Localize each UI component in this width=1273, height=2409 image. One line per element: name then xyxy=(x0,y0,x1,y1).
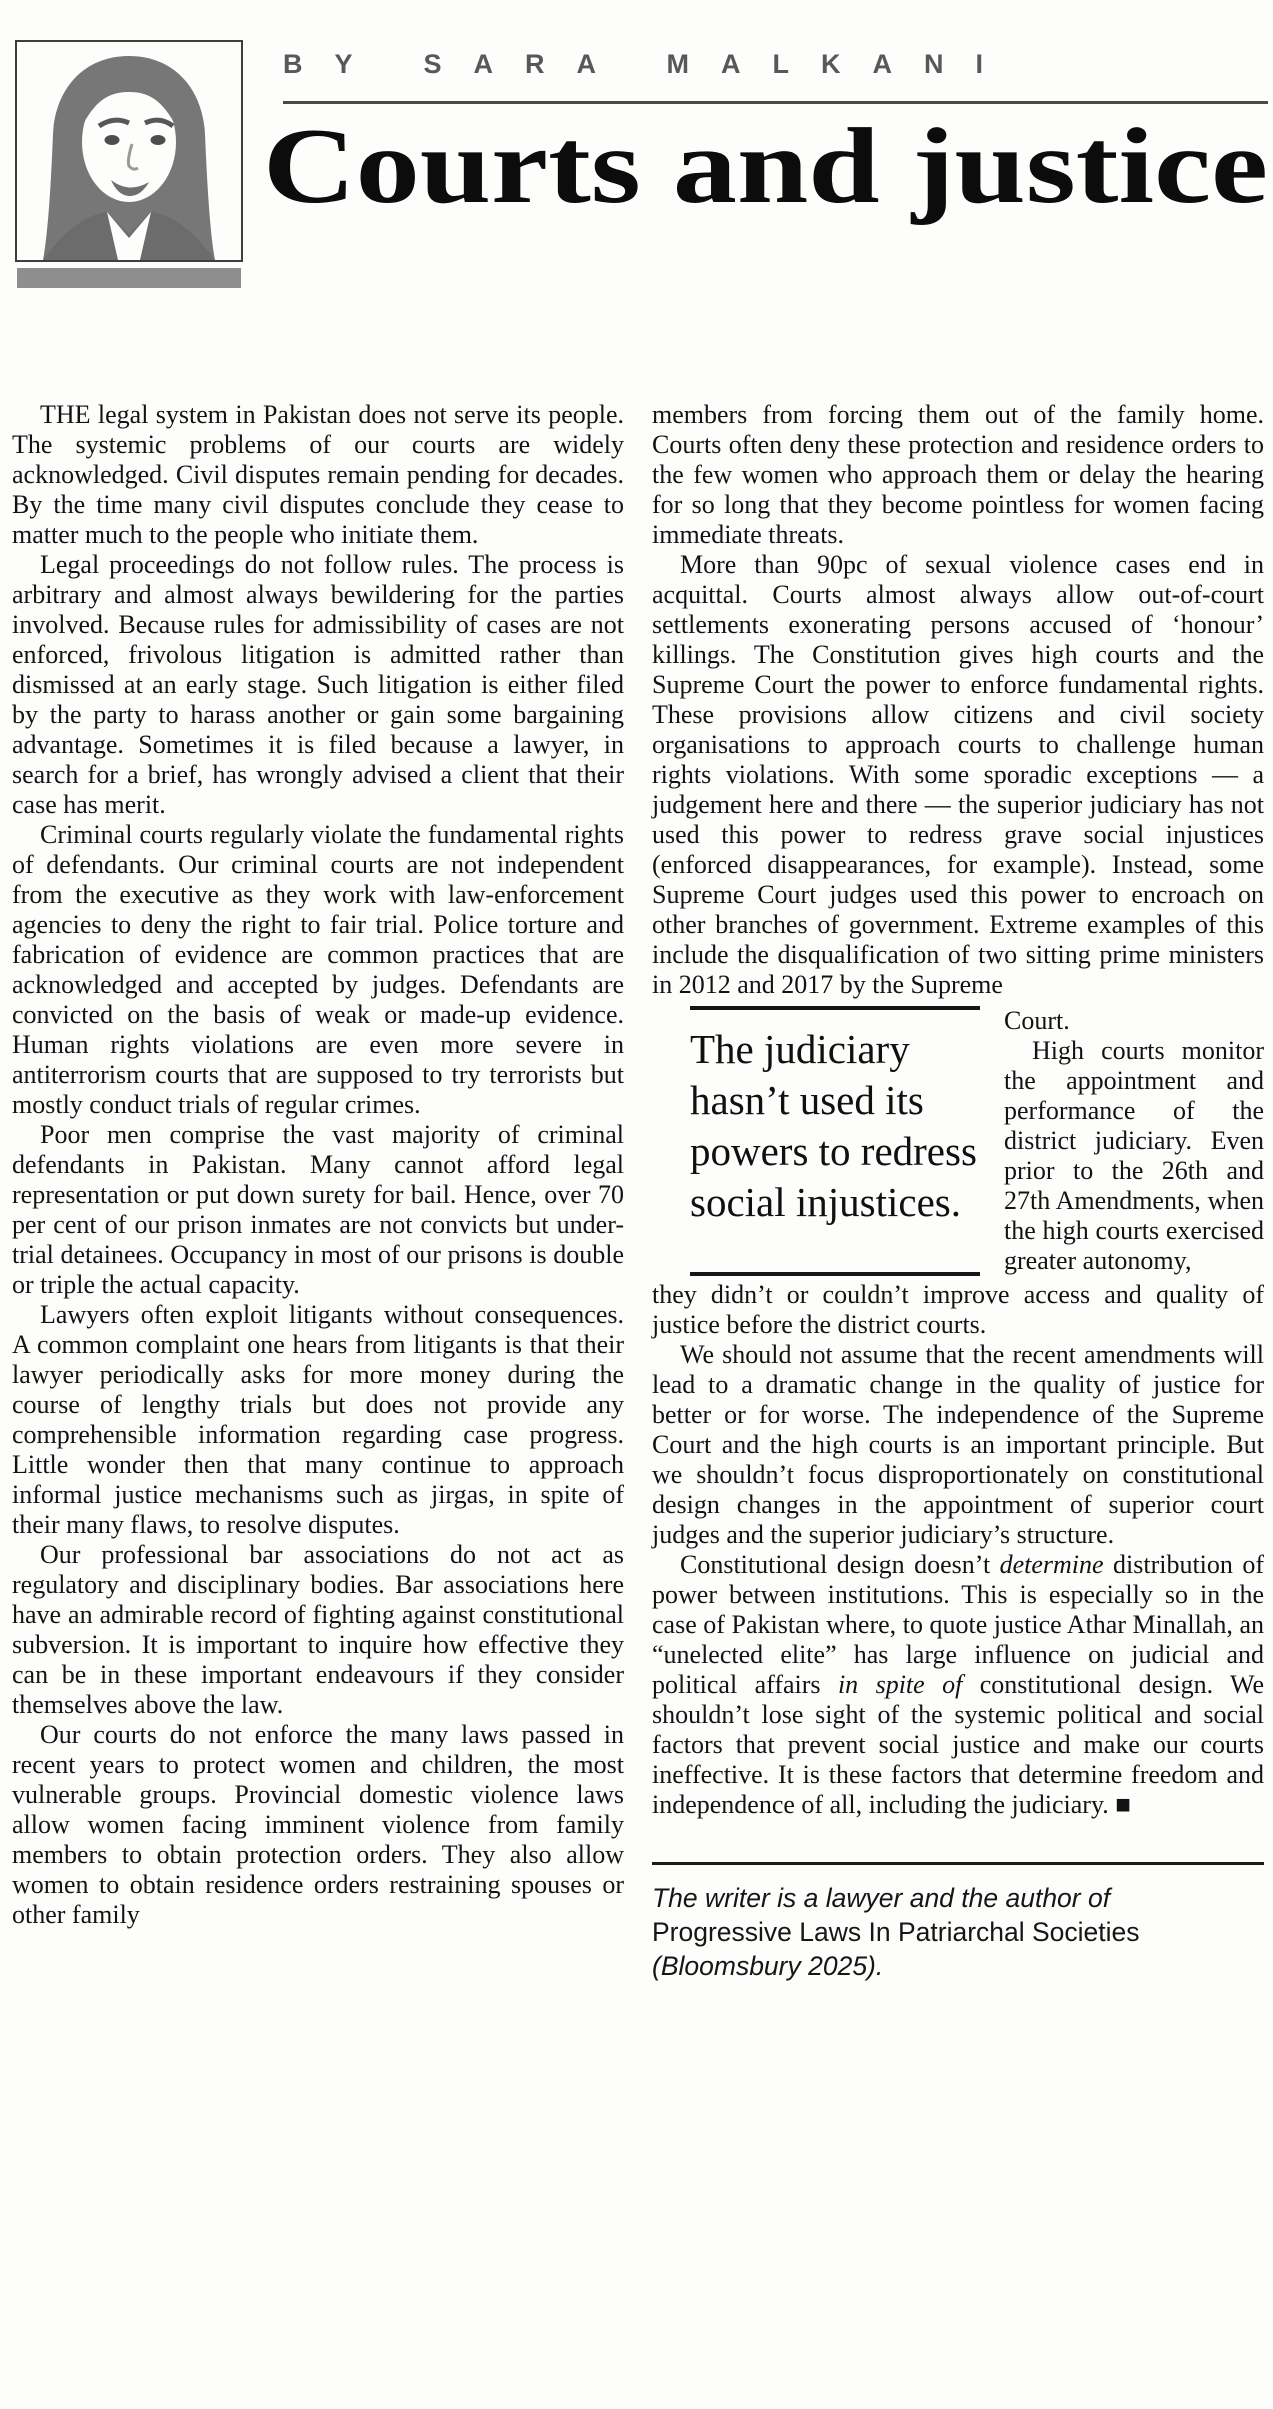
article-footer xyxy=(652,1862,1264,1983)
photo-caption-bar xyxy=(17,268,241,288)
byline xyxy=(283,44,1023,86)
text-run: distribution of power between institutions. This is especially so in the case of Pakistan where, to quote justice Athar Minallah, an “unelected elite” has large influence on judicial and political affairs xyxy=(652,1550,1264,1699)
text-run: Poor men comprise the vast majority of criminal defendants in Pakistan. Many cannot afford legal representation or put down surety for bail. Hence, over 70 per cent of our prison inmates are not convicts but under-trial detainees. Occupancy in most of our prisons is double or triple the actual capacity. xyxy=(12,1120,624,1299)
text-run: Criminal courts regularly violate the fundamental rights of defendants. Our criminal courts are not independent from the executive as they work with law-enforcement agencies to deny the right to fair trial. Police torture and fabrication of evidence are common practices that are acknowledged and accepted by judges. Defendants are convicted on the basis of weak or made-up evidence. Human rights violations are even more severe in antiterrorism courts that are supposed to try terrorists but mostly conduct trials of regular crimes. xyxy=(12,820,624,1119)
text-run: High courts monitor the appointment and performance of the district judiciary. Even prior to the 26th and 27th Amendments, when the high courts exercised greater autonomy, xyxy=(1004,1036,1264,1275)
text-run: members from forcing them out of the family home. Courts often deny these protection and residence orders to the few women who approach them or delay the hearing for so long that they become pointless for women facing immediate threats. xyxy=(652,400,1264,549)
paragraph xyxy=(1004,1036,1264,1276)
text-run: Our courts do not enforce the many laws passed in recent years to protect women and children, the most vulnerable groups. Provincial domestic violence laws allow women facing imminent violence from family members to obtain protection orders. They also allow women to obtain residence orders restraining spouses or other family xyxy=(12,1720,624,1929)
right-column-top xyxy=(652,400,1264,1000)
paragraph xyxy=(652,400,1264,550)
text-run: THE legal system in Pakistan does not serve its people. The systemic problems of our courts are widely acknowledged. Civil disputes remain pending for decades. By the time many civil disputes conclude they cease to matter much to the people who initiate them. xyxy=(12,400,624,549)
paragraph xyxy=(12,400,624,550)
pull-quote xyxy=(690,1006,980,1276)
text-beside-quote xyxy=(980,1006,1264,1276)
text-run: Court. xyxy=(1004,1006,1070,1035)
text-run: determine xyxy=(999,1550,1104,1579)
left-column xyxy=(12,400,624,1983)
byline-rule xyxy=(283,101,1268,104)
right-column xyxy=(652,400,1264,1983)
headline-text: Courts and justice xyxy=(263,112,1268,226)
text-run: We should not assume that the recent amendments will lead to a dramatic change in the quality of justice for better or for worse. The independence of the Supreme Court and the high courts is an important principle. But we shouldn’t focus disproportionately on constitutional design changes in the appointment of superior court judges and the superior judiciary’s structure. xyxy=(652,1340,1264,1549)
text-run: constitutional design. We shouldn’t lose sight of the systemic political and social factors that prevent social justice and make our courts ineffective. It is these factors that determine freedom and independence of all, including the judiciary. ■ xyxy=(652,1670,1265,1819)
byline-text: BY SARA MALKANI xyxy=(283,49,984,79)
article-body xyxy=(12,400,1264,1983)
text-run: Legal proceedings do not follow rules. The process is arbitrary and almost always bewildering for the parties involved. Because rules for admissibility of cases are not enforced, frivolous litigation is admitted rather than dismissed at an early stage. Such litigation is either filed by the party to harass another or gain some bargaining advantage. Sometimes it is filed because a lawyer, in search for a brief, has wrongly advised a client that their case has merit. xyxy=(12,550,624,819)
paragraph xyxy=(12,1720,624,1930)
author-portrait-illustration xyxy=(17,42,241,260)
paragraph xyxy=(12,550,624,820)
text-run: More than 90pc of sexual violence cases end in acquittal. Courts almost always allow out-of-court settlements exonerating persons accused of ‘honour’ killings. The Constitution gives high courts and the Supreme Court the power to enforce fundamental rights. These provisions allow citizens and civil society organisations to approach courts to challenge human rights violations. With some sporadic exceptions — a judgement here and there — the superior judiciary has not used this power to redress grave social injustices (enforced disappearances, for example). Instead, some Supreme Court judges used this power to encroach on other branches of government. Extreme examples of this include the disqualification of two sitting prime ministers in 2012 and 2017 by the Supreme xyxy=(652,550,1264,999)
pull-quote-text: The judiciary hasn’t used its powers to redress social injustices. xyxy=(690,1026,977,1225)
paragraph xyxy=(12,820,624,1120)
paragraph xyxy=(652,550,1264,1000)
footer-line-2: Progressive Laws In Patriarchal Societies xyxy=(652,1917,1140,1947)
paragraph xyxy=(12,1540,624,1720)
text-run: Lawyers often exploit litigants without consequences. A common complaint one hears from litigants is that their lawyer periodically asks for more money during the course of lengthy trials but does not provide any comprehensible information regarding case progress. Little wonder then that many continue to approach informal justice mechanisms such as jirgas, in spite of their many flaws, to resolve disputes. xyxy=(12,1300,624,1539)
paragraph xyxy=(652,1280,1264,1340)
paragraph xyxy=(652,1340,1264,1550)
paragraph xyxy=(12,1120,624,1300)
text-run: in spite of xyxy=(837,1670,963,1699)
author-photo xyxy=(15,40,243,262)
footer-line-1: The writer is a lawyer and the author of xyxy=(652,1883,1111,1913)
text-run: Our professional bar associations do not act as regulatory and disciplinary bodies. Bar associations here have an admirable record of fighting against constitutional subversion. It is important to inquire how effective they can be in these important endeavours if they consider themselves above the law. xyxy=(12,1540,624,1719)
paragraph xyxy=(652,1550,1264,1820)
text-run: they didn’t or couldn’t improve access and quality of justice before the district courts. xyxy=(652,1280,1264,1339)
paragraph xyxy=(1004,1006,1264,1036)
paragraph xyxy=(12,1300,624,1540)
text-run: Constitutional design doesn’t xyxy=(680,1550,1000,1579)
pull-quote-row xyxy=(652,1006,1264,1276)
right-column-bottom xyxy=(652,1280,1264,1820)
footer-line-3: (Bloomsbury 2025). xyxy=(652,1951,884,1981)
headline xyxy=(261,112,1273,252)
